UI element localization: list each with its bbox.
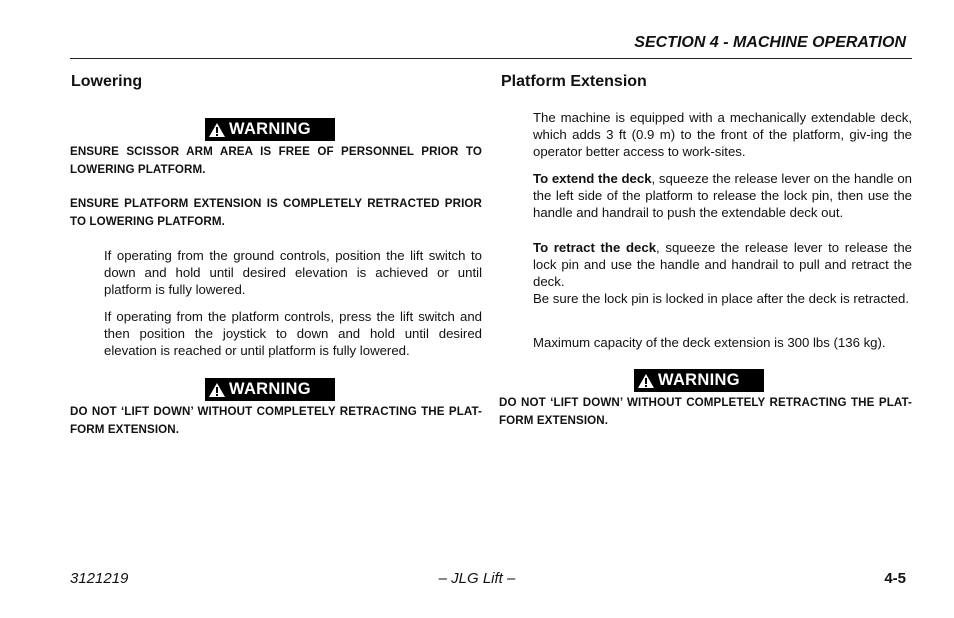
document-number: 3121219 [70,570,129,587]
warning-triangle-icon [634,373,658,389]
extension-description-paragraph: The machine is equipped with a mechanically extendable deck, which adds 3 ft (0.9 m) to the front of the platform, giv-ing the operator better access to work-sites. [533,110,912,159]
extend-deck-paragraph [533,170,912,221]
warning-triangle-icon [205,122,229,138]
warning-badge-lift-down-left [205,378,335,401]
capacity-paragraph: Maximum capacity of the deck extension is 300 lbs (136 kg). [533,335,886,350]
page-number: 4-5 [884,570,906,587]
extend-deck-text: , squeeze the release lever on the handle on the left side of the platform to release the lock pin, then use the handle and handrail to push the extendable deck out. [533,171,913,220]
warning-badge-lowering [205,118,335,141]
platform-controls-paragraph: If operating from the platform controls, press the lift switch and then position the joystick to down and hold until desired elevation is reached or until platform is fully lowered. [104,309,482,358]
ground-controls-paragraph: If operating from the ground controls, position the lift switch to down and hold until desired elevation is achieved or until platform is fully lowered. [104,248,482,297]
warning-label: WARNING [229,380,311,398]
lock-pin-paragraph: Be sure the lock pin is locked in place after the deck is retracted. [533,291,910,306]
warning-text-lift-down-left: DO NOT ‘LIFT DOWN’ WITHOUT COMPLETELY RETRACTING THE PLAT-FORM EXTENSION. [70,405,482,436]
warning-text-scissor-area: ENSURE SCISSOR ARM AREA IS FREE OF PERSONNEL PRIOR TO LOWERING PLATFORM. [70,145,482,176]
extend-deck-label: To extend the deck [533,171,652,186]
warning-text-lift-down-right: DO NOT ‘LIFT DOWN’ WITHOUT COMPLETELY RETRACTING THE PLAT-FORM EXTENSION. [499,396,912,427]
retract-deck-text: , squeeze the release lever to release the lock pin and use the handle and handrail to pull and retract the deck. [533,240,912,289]
warning-badge-lift-down-right [634,369,764,392]
lowering-heading: Lowering [71,73,143,90]
section-title: SECTION 4 - MACHINE OPERATION [634,34,906,51]
retract-deck-paragraph [533,239,912,290]
footer-manual-title: – JLG Lift – [438,570,516,587]
retract-deck-label: To retract the deck [533,240,657,255]
warning-triangle-icon [205,382,229,398]
header-divider [70,58,912,59]
warning-label: WARNING [229,120,311,138]
warning-label: WARNING [658,371,740,389]
warning-text-extension-retracted: ENSURE PLATFORM EXTENSION IS COMPLETELY RETRACTED PRIOR TO LOWERING PLATFORM. [70,197,482,228]
platform-extension-heading: Platform Extension [501,73,647,90]
